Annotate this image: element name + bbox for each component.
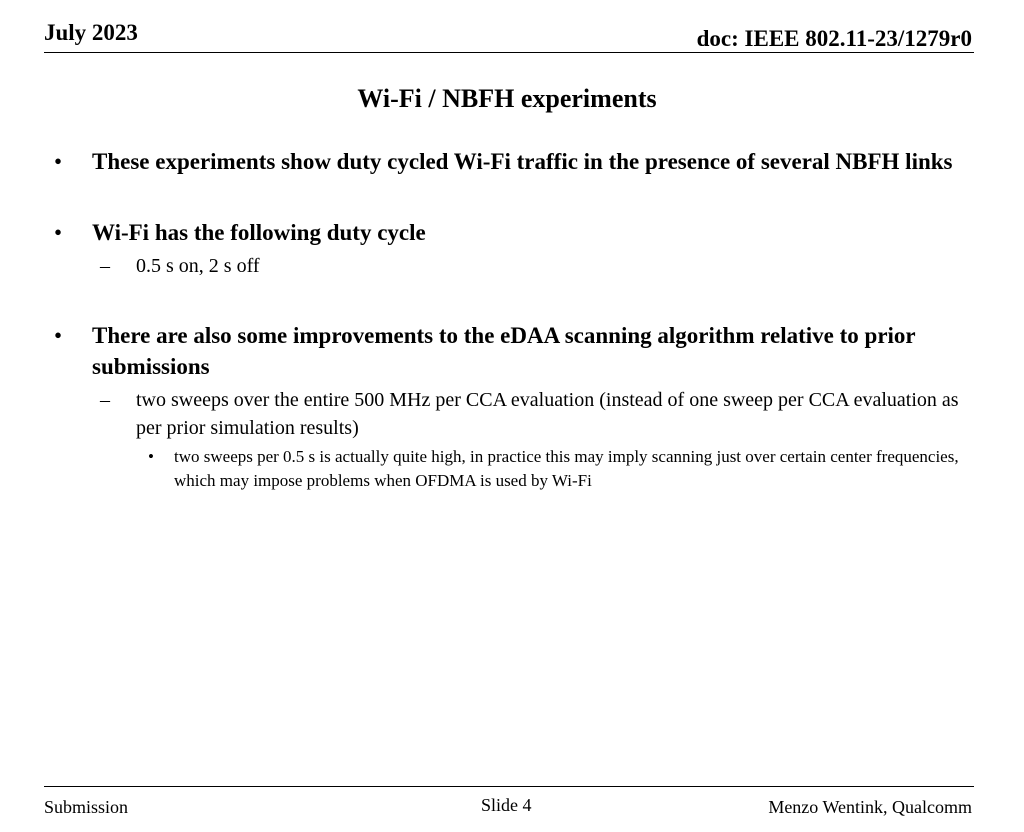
bullet-text: These experiments show duty cycled Wi-Fi traffic in the presence of several NBFH links [92, 149, 953, 174]
sub-bullet-marker: – [100, 389, 110, 411]
header-doc-id: doc: IEEE 802.11-23/1279r0 [696, 26, 972, 51]
header-rule [44, 52, 974, 53]
footer-submission: Submission [44, 797, 129, 817]
sub-bullet-text: two sweeps over the entire 500 MHz per CCA evaluation (instead of one sweep per CCA evaluation as per prior simulation results) [136, 389, 959, 439]
spacer [54, 177, 964, 217]
bullet-item [54, 320, 964, 382]
bullet-marker: • [54, 149, 63, 174]
footer-author: Menzo Wentink, Qualcomm [768, 797, 972, 817]
slide-content [54, 146, 964, 493]
header-date: July 2023 [44, 20, 138, 45]
bullet-item [54, 146, 964, 177]
sub-bullet-item [54, 252, 964, 280]
sub-sub-bullet-text: two sweeps per 0.5 s is actually quite high, in practice this may imply scanning just over certain center frequencies, which may impose problems when OFDMA is used by Wi-Fi [174, 447, 959, 490]
bullet-text: There are also some improvements to the eDAA scanning algorithm relative to prior submissions [92, 323, 916, 379]
sub-bullet-marker: – [100, 255, 110, 277]
footer-slide-number: Slide 4 [481, 795, 532, 815]
slide-title: Wi-Fi / NBFH experiments [357, 84, 657, 113]
bullet-marker: • [54, 220, 63, 245]
sub-bullet-item [54, 386, 964, 442]
sub-sub-bullet-marker: • [148, 447, 154, 466]
bullet-text: Wi-Fi has the following duty cycle [92, 220, 426, 245]
spacer [54, 280, 964, 320]
bullet-marker: • [54, 323, 63, 348]
sub-bullet-text: 0.5 s on, 2 s off [136, 255, 260, 277]
footer-rule [44, 786, 974, 787]
bullet-item [54, 217, 964, 248]
sub-sub-bullet-item [54, 445, 964, 493]
